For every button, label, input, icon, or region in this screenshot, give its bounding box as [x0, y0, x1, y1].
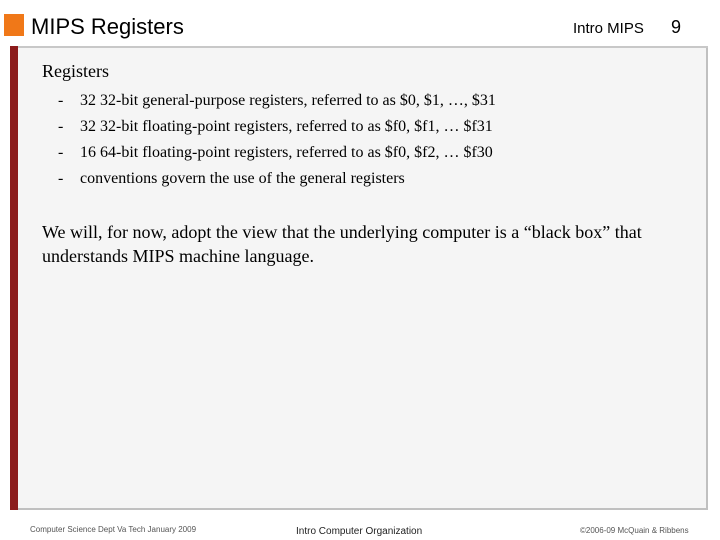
slide-title: MIPS Registers — [31, 14, 184, 39]
left-accent-bar — [10, 46, 18, 510]
list-item — [58, 166, 496, 192]
body-paragraph: We will, for now, adopt the view that the underlying computer is a “black box” that understands MIPS machine language. — [42, 222, 642, 266]
page-number: 9 — [671, 17, 682, 37]
bullet-marker: - — [58, 144, 64, 161]
list-item — [58, 88, 496, 114]
list-item — [58, 140, 496, 166]
bullet-text: 32 32-bit floating-point registers, referred to as $f0, $f1, … $f31 — [80, 118, 493, 135]
content-heading: Registers — [42, 61, 109, 81]
footer-department: Computer Science Dept Va Tech January 2009 — [30, 525, 197, 534]
section-label: Intro MIPS — [573, 20, 644, 37]
bullet-marker: - — [58, 170, 64, 187]
footer-copyright: ©2006-09 McQuain & Ribbens — [580, 526, 689, 535]
bullet-text: conventions govern the use of the general registers — [80, 170, 405, 187]
bullet-marker: - — [58, 118, 64, 135]
bullet-text: 32 32-bit general-purpose registers, referred to as $0, $1, …, $31 — [80, 92, 496, 109]
bullet-list — [58, 88, 496, 192]
title-accent-square — [4, 14, 24, 36]
bullet-text: 16 64-bit floating-point registers, referred to as $f0, $f2, … $f30 — [80, 144, 493, 161]
list-item — [58, 114, 496, 140]
footer-course: Intro Computer Organization — [296, 526, 423, 537]
bullet-marker: - — [58, 92, 64, 109]
